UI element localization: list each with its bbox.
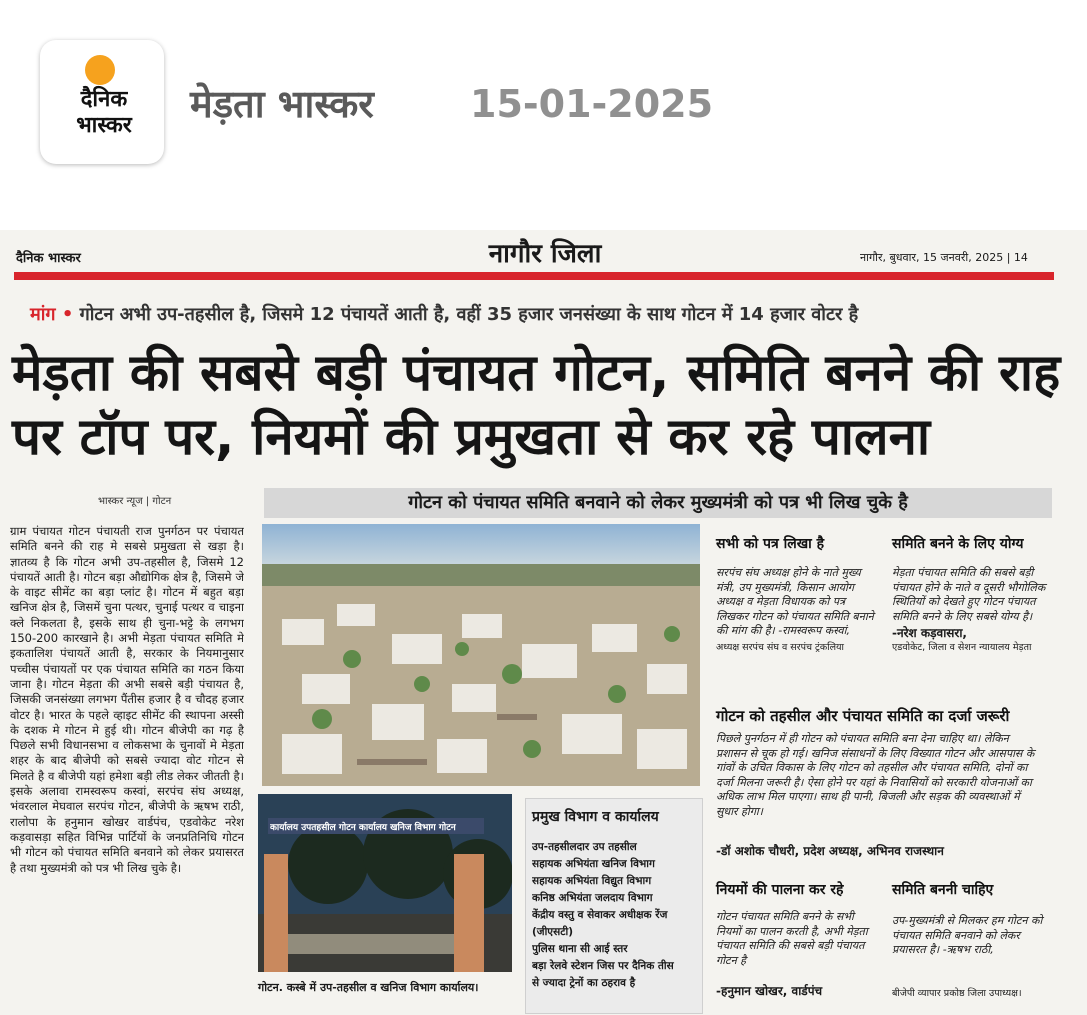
department-item: बड़ा रेलवे स्टेशन जिस पर दैनिक तीस [532, 960, 674, 972]
departments-box [525, 798, 703, 1014]
quote-signature-line: बीजेपी व्यापार प्रकोष्ठ जिला उपाध्यक्ष। [892, 988, 1022, 999]
byline: भास्कर न्यूज | गोटन [98, 496, 172, 507]
kicker-text: गोटन अभी उप-तहसील है, जिसमे 12 पंचायतें आती है, वहीं 35 हजार जनसंख्या के साथ गोटन में 14 हजार वोटर है [79, 304, 859, 325]
masthead-paper-name: दैनिक भास्कर [16, 251, 81, 266]
photo-caption: गोटन. कस्बे में उप-तहसील व खनिज विभाग कार्यालय। [258, 981, 479, 994]
quote-text: मेड़ता पंचायत समिति की सबसे बड़ी पंचायत होने के नाते व दूसरी भौगोलिक स्थितियों को देखते हुए गोटन पंचायत समिति बनने के लिए सबसे योग्य है। [892, 566, 1046, 623]
aerial-town-photo [262, 524, 700, 786]
masthead-red-rule [14, 272, 1054, 280]
subdeck: गोटन को पंचायत समिति बनवाने को लेकर मुख्यमंत्री को पत्र भी लिख चुके है [264, 488, 1052, 518]
logo-sun-icon [85, 55, 115, 85]
quote-signature-line: अध्यक्ष सरपंच संघ व सरपंच ट्रंकलिया [716, 642, 844, 653]
department-item: सहायक अभियंता खनिज विभाग [532, 858, 655, 870]
quote-heading: समिति बननी चाहिए [892, 882, 994, 898]
newspaper-logo[interactable] [40, 40, 164, 164]
department-item: पुलिस थाना सी आई स्तर [532, 943, 628, 955]
kicker-label: मांग • [30, 304, 74, 325]
quote-signature-line: एडवोकेट, जिला व सेशन न्यायालय मेड़ता [892, 642, 1032, 653]
department-item: उप-तहसीलदार उप तहसील [532, 841, 637, 853]
quote-signature: -नरेश कड़वासरा, [892, 626, 967, 640]
department-item: (जीएसटी) [532, 926, 574, 938]
department-item: से ज्यादा ट्रेनों का ठहराव है [532, 977, 636, 989]
quote-heading: नियमों की पालना कर रहे [716, 882, 844, 898]
logo-text-line2: भास्कर [76, 113, 132, 138]
newspaper-page[interactable] [0, 230, 1087, 1015]
edition-date: 15-01-2025 [470, 82, 714, 126]
masthead-section: नागौर जिला [488, 239, 602, 269]
quote-signature: -हनुमान खोखर, वार्डपंच [716, 984, 823, 998]
office-gate-photo [258, 794, 512, 972]
edition-title: मेड़ता भास्कर [190, 82, 374, 126]
department-item: केंद्रीय वस्तु व सेवाकर अधीक्षक रेंज [532, 909, 668, 921]
masthead-dateline: नागौर, बुधवार, 15 जनवरी, 2025 | 14 [860, 251, 1028, 264]
department-item: सहायक अभियंता विद्युत विभाग [532, 875, 652, 887]
logo-text-line1: दैनिक [80, 87, 128, 112]
quote-heading: गोटन को तहसील और पंचायत समिति का दर्जा जरूरी [716, 707, 1010, 725]
quote-text: पिछले पुनर्गठन में ही गोटन को पंचायत समिति बना देना चाहिए था। लेकिन प्रशासन से चूक हो गई। खनिज संसाधनों के लिए विख्यात गोटन और आसपास के गांवों के उचित विकास के लिए गोटन को तहसील और पंचायत समिति, दोनों का दर्जा मिलना जरूरी है। ऐसा होने पर यहां के निवासियों को सरकारी योजनाओं का अधिक लाभ मिल पाएगा। साथ ही पानी, बिजली और सड़क की व्यवस्थाओं में सुधार होगा। [716, 732, 1035, 818]
quote-text: सरपंच संघ अध्यक्ष होने के नाते मुख्य मंत्री, उप मुख्यमंत्री, किसान आयोग अध्यक्ष व मेड़ता विधायक को पत्र लिखकर गोटन को पंचायत समिति बनाने की मांग की है। -रामस्वरूप कस्वां, [716, 566, 874, 637]
kicker [30, 302, 858, 326]
departments-list [532, 839, 698, 992]
aerial-photo-illustration [262, 524, 700, 786]
office-sign-text: कार्यालय उपतहसील गोटन कार्यालय खनिज विभाग गोटन [270, 823, 456, 833]
quote-signature: -डॉ अशोक चौधरी, प्रदेश अध्यक्ष, अभिनव राजस्थान [716, 844, 944, 858]
departments-title: प्रमुख विभाग व कार्यालय [532, 809, 659, 825]
quote-heading: समिति बनने के लिए योग्य [892, 536, 1024, 552]
quote-heading: सभी को पत्र लिखा है [716, 536, 825, 552]
quote-text: उप-मुख्यमंत्री से मिलकर हम गोटन को पंचायत समिति बनवाने को लेकर प्रयासरत है। -ऋषभ राठी, [892, 914, 1043, 956]
department-item: कनिष्ठ अभियंता जलदाय विभाग [532, 892, 653, 904]
quote-text: गोटन पंचायत समिति बनने के सभी नियमों का पालन करती है, अभी मेड़ता पंचायत समिति की सबसे बड़ी पंचायत गोटन है [716, 910, 868, 967]
article-body: ग्राम पंचायत गोटन पंचायती राज पुनर्गठन पर पंचायत समिति बनने की राह मे सबसे प्रमुखता से खड़ा है। ज्ञातव्य है कि गोटन अभी उप-तहसील है, जिसमे 12 पंचायतें आती है। गोटन बड़ा औद्योगिक क्षेत्र है, जिसमे जे के वाइट सीमेंट का बड़ा प्लांट है। गोटन में बहुत बड़ा खनिज क्षेत्र है, जिसमें चुना पत्थर, चुनाई पत्थर व चाइना क्ले निकलता है, इसके साथ ही चुना-भट्टे के लगभग 150-200 कारखाने है। अभी मेड़ता पंचायत समिति मे इकतालिश पंचायतें आती है, सरकार के नियमानुसार पच्चीस पंचायतों पर एक पंचायत समिति का गठन किया जाना है। गोटन मेड़ता की अभी सबसे बड़ी पंचायत है, जिसकी जनसंख्या लगभग पैंतीस हजार है व चौदह हजार वोटर है। भारत के पहले व्हाइट सीमेंट की स्थापना अस्सी के दशक मे गोटन मे हुई थी। गोटन बीजेपी का गढ़ है पिछले सभी विधानसभा व लोकसभा के चुनावों मे मेड़ता शहर के बाद बीजेपी को सबसे ज्यादा वोट गोटन से मिलते है व बीजेपी यहां हमेशा बड़ी लीड लेकर जीतती है। इसके अलावा रामस्वरूप कस्वां, सरपंच संघ अध्यक्ष, भंवरलाल मेघवाल सरपंच गोटन, बीजेपी के ऋषभ राठी, रालोपा के हनुमान खोखर वार्डपंच, एडवोकेट नरेश कड़वासड़ा सहित विभिन्न पार्टियों के जनप्रतिनिधि गोटन भी गोटन को पंचायत समिति बनवाने को लेकर प्रयासरत है तथा मुख्यमंत्री को पत्र भी लिख चुके है। [10, 524, 244, 875]
headline: मेड़ता की सबसे बड़ी पंचायत गोटन, समिति बनने की राह पर टॉप पर, नियमों की प्रमुखता से कर रहे पालना [12, 344, 1061, 467]
